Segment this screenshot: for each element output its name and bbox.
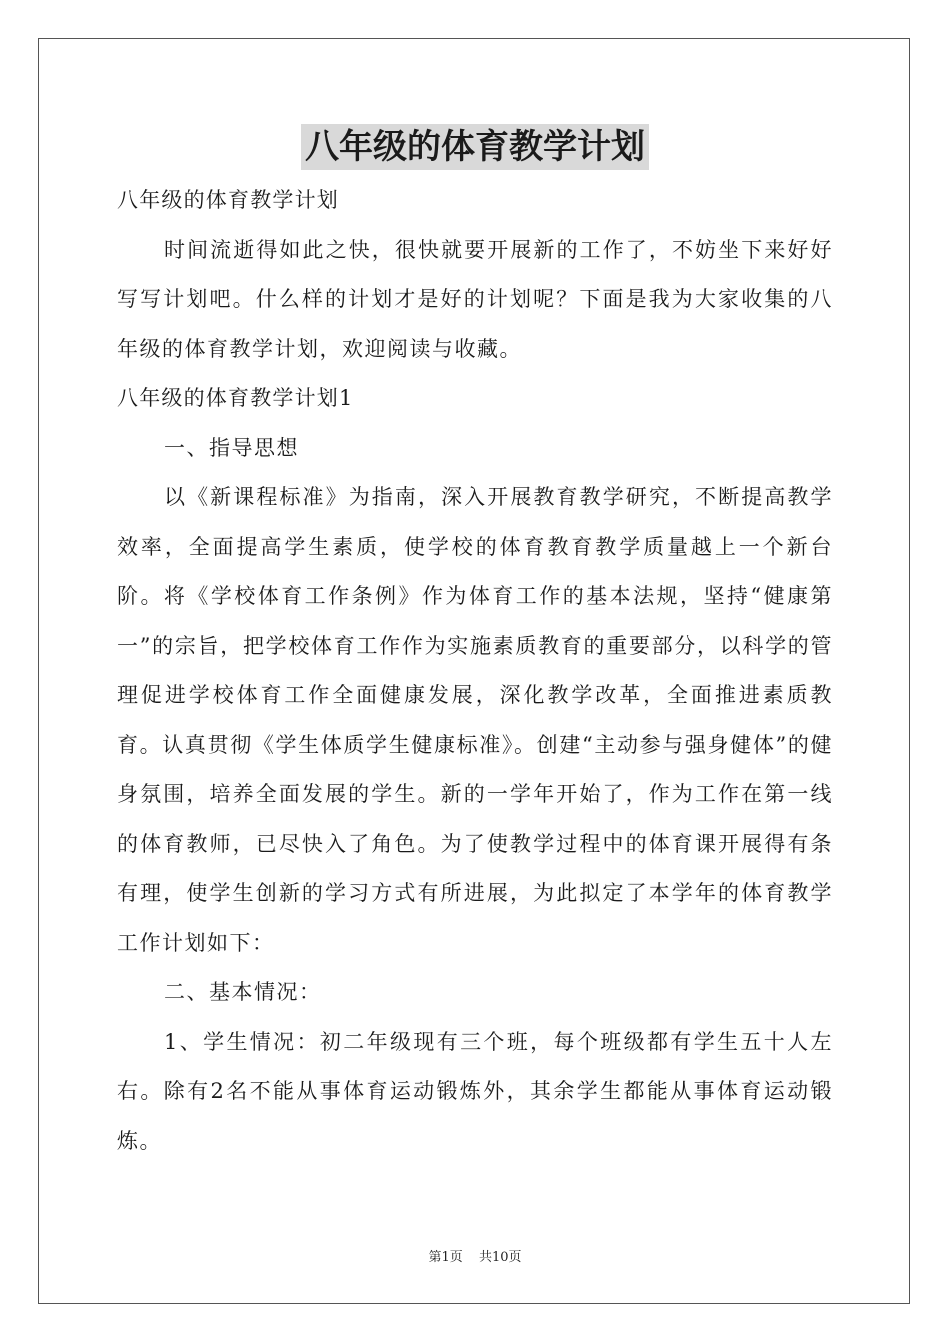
title-area: [0, 124, 950, 170]
page-number: 第1页: [428, 1250, 463, 1265]
section-heading-plan-1: 八年级的体育教学计划1: [117, 386, 354, 410]
page-total: 共10页: [478, 1250, 522, 1265]
document-title: 八年级的体育教学计划: [301, 124, 649, 170]
document-body: [117, 176, 833, 1166]
page-footer: [0, 1246, 950, 1265]
section-heading-basic-situation: 二、基本情况：: [164, 980, 322, 1004]
section-heading-guiding-ideology: 一、指导思想: [164, 435, 299, 460]
paragraph-intro: 时间流逝得如此之快，很快就要开展新的工作了，不妨坐下来好好写写计划吧。什么样的计划才是好的计划呢？下面是我为大家收集的八年级的体育教学计划，欢迎阅读与收藏。: [117, 237, 833, 361]
paragraph-guiding-ideology: 以《新课程标准》为指南，深入开展教育教学研究，不断提高教学效率，全面提高学生素质，使学校的体育教育教学质量越上一个新台阶。将《学校体育工作条例》作为体育工作的基本法规，坚持“健康第一”的宗旨，把学校体育工作作为实施素质教育的重要部分，以科学的管理促进学校体育工作全面健康发展，深化教学改革，全面推进素质教育。认真贯彻《学生体质学生健康标准》。创建“主动参与强身健体”的健身氛围，培养全面发展的学生。新的一学年开始了，作为工作在第一线的体育教师，已尽快入了角色。为了使教学过程中的体育课开展得有条有理，使学生创新的学习方式有所进展，为此拟定了本学年的体育教学工作计划如下：: [117, 485, 833, 955]
paragraph-student-situation: 1、学生情况：初二年级现有三个班，每个班级都有学生五十人左右。除有2名不能从事体育运动锻炼外，其余学生都能从事体育运动锻炼。: [117, 1029, 833, 1153]
paragraph-subtitle: 八年级的体育教学计划: [117, 188, 339, 212]
